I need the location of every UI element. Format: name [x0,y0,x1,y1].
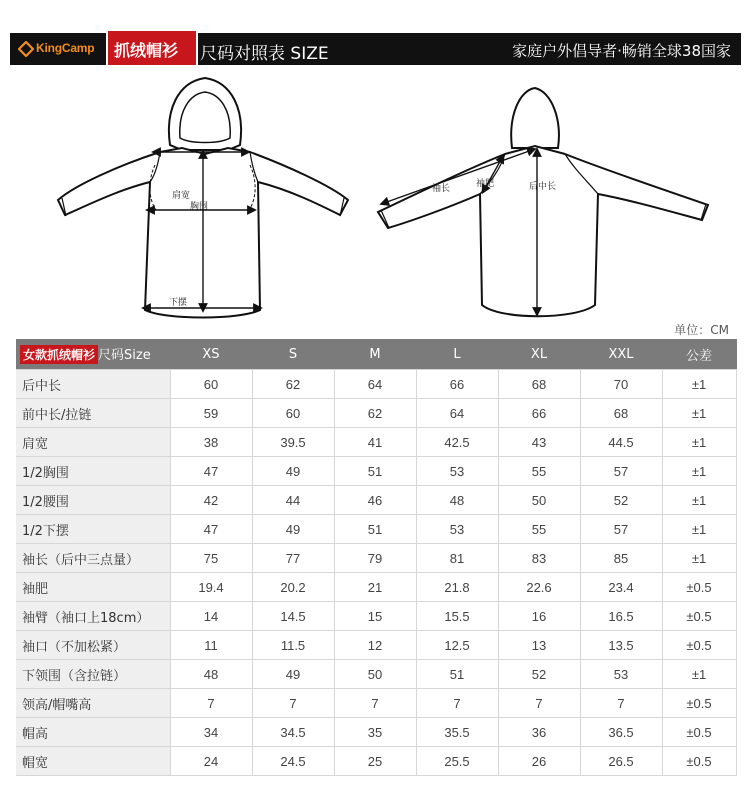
table-cell: 60 [170,370,252,399]
table-cell: 16.5 [580,602,662,631]
header-bar [10,33,741,65]
table-cell: 60 [252,399,334,428]
unit-label: 单位：CM [674,323,729,337]
product-tag-text: 抓绒帽衫 [114,41,179,60]
label-shoulder: 肩宽 [172,191,191,201]
column-header: 公差 [662,339,736,370]
table-cell: ±1 [662,515,736,544]
table-cell: 47 [170,515,252,544]
table-cell: 64 [416,399,498,428]
table-row [16,370,736,399]
row-label: 1/2下摆 [16,515,170,544]
table-cell: 50 [498,486,580,515]
table-cell: 7 [580,689,662,718]
table-cell: 12.5 [416,631,498,660]
table-row [16,544,736,573]
label-sleeve-length: 袖长 [432,184,451,194]
table-cell: 20.2 [252,573,334,602]
column-header: XXL [580,339,662,370]
table-cell: 51 [416,660,498,689]
table-cell: ±0.5 [662,573,736,602]
table-cell: 52 [498,660,580,689]
table-row [16,486,736,515]
label-sleeve-width: 袖肥 [476,179,495,189]
table-row [16,515,736,544]
table-cell: 22.6 [498,573,580,602]
table-cell: ±0.5 [662,689,736,718]
table-cell: 7 [498,689,580,718]
table-cell: 49 [252,457,334,486]
measurement-diagram [0,70,751,320]
table-cell: 77 [252,544,334,573]
table-cell: 64 [334,370,416,399]
table-cell: 81 [416,544,498,573]
table-cell: ±1 [662,486,736,515]
table-cell: 49 [252,515,334,544]
table-cell: 25 [334,747,416,776]
brand-name: KingCamp [36,41,95,55]
table-cell: 85 [580,544,662,573]
table-cell: 52 [580,486,662,515]
table-cell: 75 [170,544,252,573]
table-cell: 7 [334,689,416,718]
product-tag [106,29,198,67]
label-hem: 下摆 [169,298,188,308]
row-label: 领高/帽嘴高 [16,689,170,718]
table-cell: 7 [170,689,252,718]
column-header: M [334,339,416,370]
label-chest: 胸围 [190,202,209,212]
table-cell: 38 [170,428,252,457]
table-cell: 68 [580,399,662,428]
table-cell: 13 [498,631,580,660]
table-cell: 66 [498,399,580,428]
table-cell: 57 [580,457,662,486]
table-cell: 79 [334,544,416,573]
column-header: S [252,339,334,370]
table-cell: 11 [170,631,252,660]
table-cell: 42 [170,486,252,515]
row-label: 1/2胸围 [16,457,170,486]
table-body [16,370,736,776]
table-cell: 7 [416,689,498,718]
label-back-length: 后中长 [529,182,557,192]
table-cell: 50 [334,660,416,689]
column-header: XS [170,339,252,370]
row-label: 后中长 [16,370,170,399]
table-cell: 55 [498,515,580,544]
row-label: 下领围（含拉链） [16,660,170,689]
table-cell: 70 [580,370,662,399]
table-cell: ±1 [662,428,736,457]
table-cell: ±1 [662,660,736,689]
page-title: 尺码对照表 SIZE [200,44,329,64]
table-cell: ±0.5 [662,718,736,747]
table-row [16,457,736,486]
row-label: 前中长/拉链 [16,399,170,428]
table-cell: 35.5 [416,718,498,747]
table-cell: 13.5 [580,631,662,660]
row-label: 肩宽 [16,428,170,457]
row-label: 袖肥 [16,573,170,602]
table-cell: 34.5 [252,718,334,747]
back-jacket-drawing [378,88,708,316]
table-cell: 34 [170,718,252,747]
row-label: 1/2腰围 [16,486,170,515]
row-label: 袖口（不加松紧） [16,631,170,660]
table-cell: 14 [170,602,252,631]
row-label: 帽宽 [16,747,170,776]
brand-diamond-icon [18,41,34,57]
brand-logo [10,33,106,65]
corner-rest: 尺码Size [98,348,151,363]
table-cell: ±1 [662,399,736,428]
table-cell: 15 [334,602,416,631]
table-cell: 21.8 [416,573,498,602]
table-row [16,631,736,660]
table-cell: 26 [498,747,580,776]
table-cell: 42.5 [416,428,498,457]
table-cell: 51 [334,457,416,486]
table-cell: 49 [252,660,334,689]
table-cell: 36.5 [580,718,662,747]
table-cell: 55 [498,457,580,486]
table-cell: 26.5 [580,747,662,776]
table-cell: 83 [498,544,580,573]
table-cell: 62 [334,399,416,428]
table-row [16,660,736,689]
table-cell: 15.5 [416,602,498,631]
table-cell: 43 [498,428,580,457]
table-row [16,747,736,776]
table-cell: 39.5 [252,428,334,457]
row-label: 帽高 [16,718,170,747]
column-header: L [416,339,498,370]
table-cell: 66 [416,370,498,399]
table-cell: ±0.5 [662,602,736,631]
table-cell: 19.4 [170,573,252,602]
table-cell: 24.5 [252,747,334,776]
table-row [16,602,736,631]
table-cell: 44 [252,486,334,515]
table-cell: 59 [170,399,252,428]
table-cell: ±1 [662,370,736,399]
table-row [16,718,736,747]
table-cell: 68 [498,370,580,399]
table-cell: 11.5 [252,631,334,660]
table-cell: 47 [170,457,252,486]
table-cell: 53 [416,515,498,544]
table-cell: 7 [252,689,334,718]
table-cell: 46 [334,486,416,515]
slogan: 家庭户外倡导者·畅销全球38国家 [512,42,731,60]
table-row [16,573,736,602]
column-header: XL [498,339,580,370]
table-cell: 36 [498,718,580,747]
table-cell: 21 [334,573,416,602]
table-cell: 24 [170,747,252,776]
table-cell: 62 [252,370,334,399]
row-label: 袖长（后中三点量） [16,544,170,573]
size-table [16,339,737,776]
table-cell: 48 [170,660,252,689]
row-label: 袖臂（袖口上18cm） [16,602,170,631]
table-cell: ±1 [662,457,736,486]
table-cell: ±1 [662,544,736,573]
table-row [16,689,736,718]
table-cell: 53 [416,457,498,486]
table-row [16,428,736,457]
table-cell: 35 [334,718,416,747]
table-cell: 57 [580,515,662,544]
table-cell: 16 [498,602,580,631]
table-corner-header [16,339,170,370]
table-cell: 53 [580,660,662,689]
table-cell: 23.4 [580,573,662,602]
table-cell: ±0.5 [662,747,736,776]
table-row [16,399,736,428]
table-cell: 14.5 [252,602,334,631]
table-header-row [16,339,736,370]
table-cell: ±0.5 [662,631,736,660]
table-cell: 44.5 [580,428,662,457]
table-cell: 25.5 [416,747,498,776]
table-cell: 41 [334,428,416,457]
corner-tag: 女款抓绒帽衫 [20,345,98,364]
table-cell: 12 [334,631,416,660]
table-cell: 51 [334,515,416,544]
table-cell: 48 [416,486,498,515]
